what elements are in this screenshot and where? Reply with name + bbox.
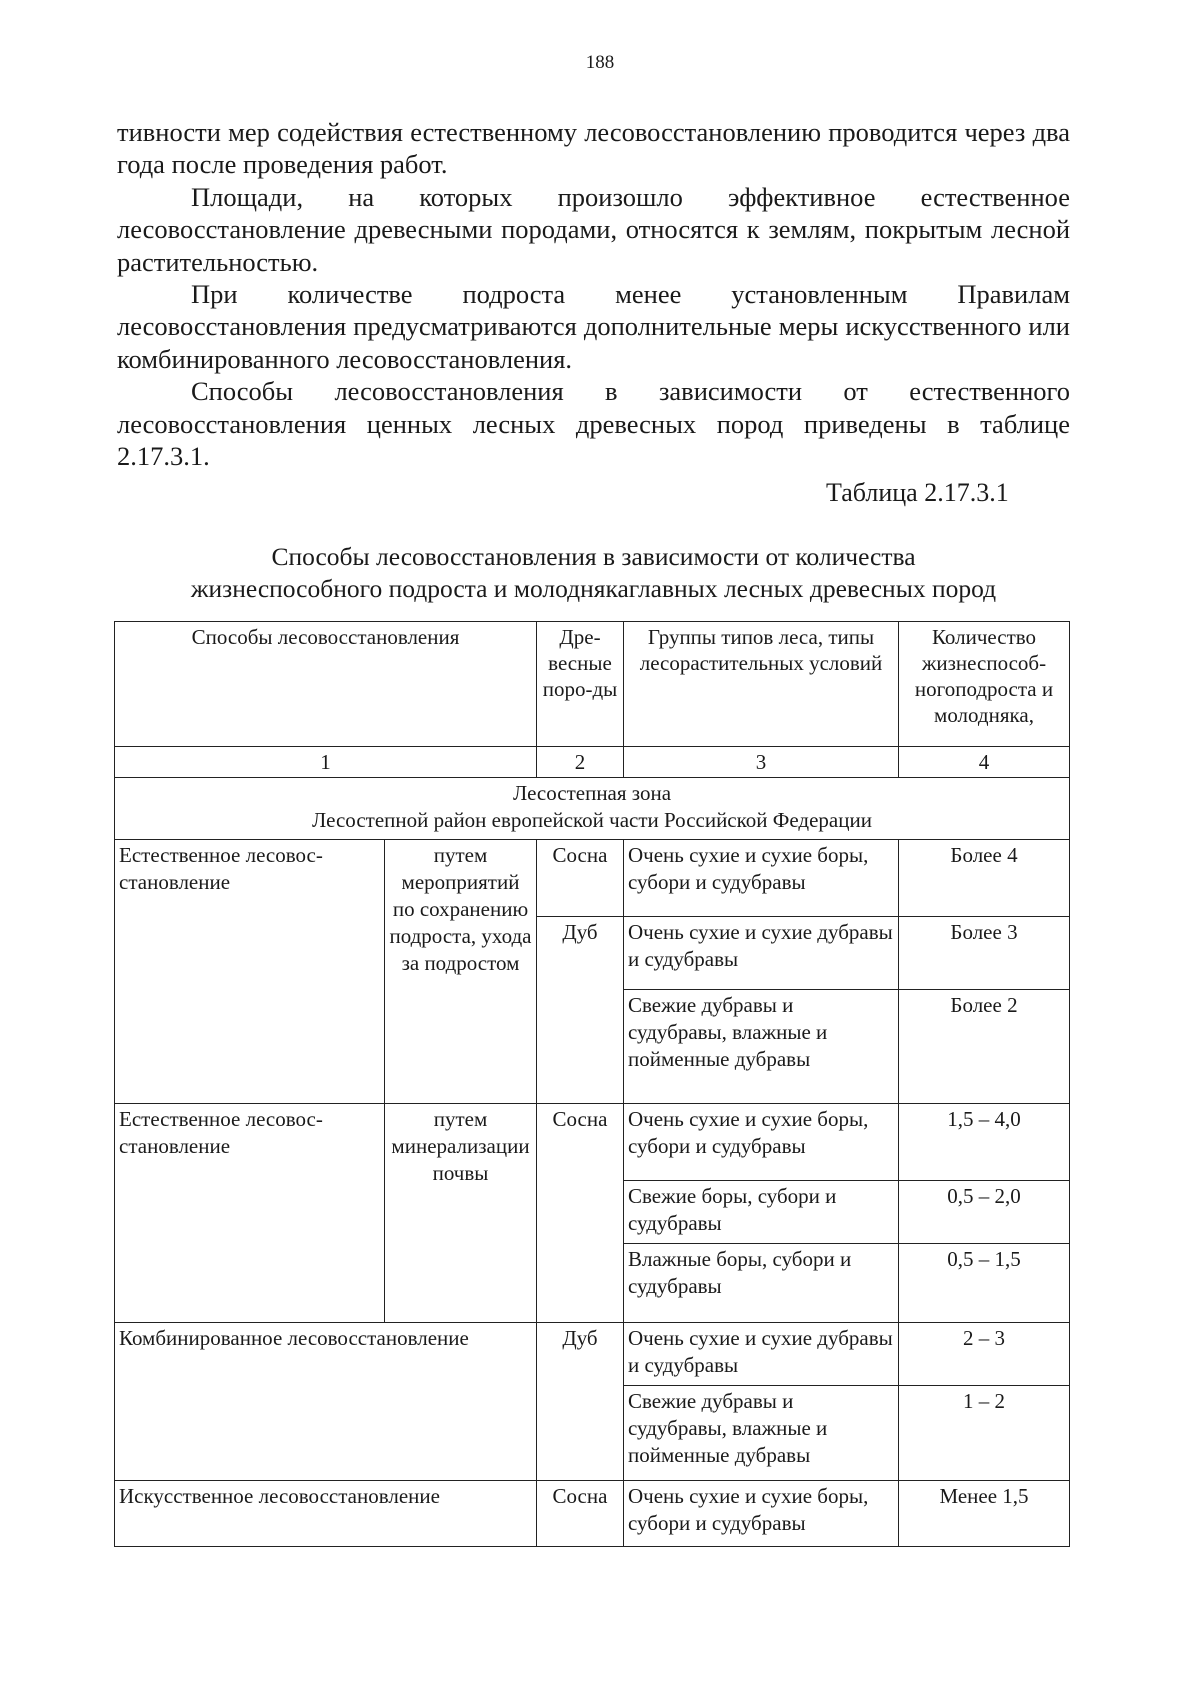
- column-number-2: 2: [537, 747, 624, 778]
- quantity: 2 – 3: [899, 1323, 1070, 1386]
- species-oak: Дуб: [537, 1323, 624, 1481]
- header-quantity: Количество жизнеспособ-ногоподроста и молодняка,: [899, 622, 1070, 747]
- quantity: 0,5 – 1,5: [899, 1244, 1070, 1323]
- forest-group: Влажные боры, субори и судубравы: [624, 1244, 899, 1323]
- method-natural-1-sub: путем мероприятий по сохранению подроста, ухода за подростом: [385, 840, 537, 1104]
- quantity: Более 3: [899, 917, 1070, 990]
- paragraph-2: Площади, на которых произошло эффективное естественное лесовосстановление древесными породами, относятся к землям, покрытым лесной растительностью.: [117, 181, 1070, 277]
- species-pine: Сосна: [537, 1481, 624, 1547]
- method-combined: Комбинированное лесовосстановление: [115, 1323, 537, 1481]
- table-caption-line-1: Способы лесовосстановления в зависимости от количества: [271, 542, 916, 571]
- forest-group: Очень сухие и сухие дубравы и судубравы: [624, 917, 899, 990]
- body-text: [117, 116, 1070, 472]
- forest-group: Свежие боры, субори и судубравы: [624, 1181, 899, 1244]
- quantity: Более 4: [899, 840, 1070, 917]
- paragraph-3: При количестве подроста менее установленным Правилам лесовосстановления предусматриваются дополнительные меры искусственного или комбинированного лесовосстановления.: [117, 279, 1070, 374]
- table-label: Таблица 2.17.3.1: [826, 478, 1009, 507]
- zone-name: Лесостепная зона: [512, 781, 672, 805]
- page-number: 188: [585, 52, 615, 73]
- method-natural-1: Естественное лесовос-становление: [115, 840, 385, 1104]
- table-caption-line-2: жизнеспособного подроста и молоднякаглавных лесных древесных пород: [190, 574, 997, 603]
- species-oak: Дуб: [537, 917, 624, 1104]
- method-artificial: Искусственное лесовосстановление: [115, 1481, 537, 1547]
- zone-heading: [115, 778, 1070, 840]
- reforestation-methods-table: [114, 621, 1070, 1547]
- header-method: Способы лесовосстановления: [115, 622, 537, 747]
- quantity: Менее 1,5: [899, 1481, 1070, 1547]
- forest-group: Свежие дубравы и судубравы, влажные и пойменные дубравы: [624, 1386, 899, 1481]
- species-pine: Сосна: [537, 840, 624, 917]
- method-natural-2: Естественное лесовос-становление: [115, 1104, 385, 1323]
- forest-group: Очень сухие и сухие боры, субори и судубравы: [624, 840, 899, 917]
- forest-group: Очень сухие и сухие боры, субори и судубравы: [624, 1481, 899, 1547]
- header-species: Дре-весные поро-ды: [537, 622, 624, 747]
- quantity: Более 2: [899, 990, 1070, 1104]
- column-number-1: 1: [115, 747, 537, 778]
- quantity: 0,5 – 2,0: [899, 1181, 1070, 1244]
- paragraph-4: Способы лесовосстановления в зависимости от естественного лесовосстановления ценных лесных древесных пород приведены в таблице 2.17.3.1.: [117, 376, 1070, 472]
- column-number-3: 3: [624, 747, 899, 778]
- quantity: 1 – 2: [899, 1386, 1070, 1481]
- forest-group: Очень сухие и сухие дубравы и судубравы: [624, 1323, 899, 1386]
- paragraph-1: тивности мер содействия естественному лесовосстановлению проводится через два года после проведения работ.: [117, 117, 1070, 180]
- quantity: 1,5 – 4,0: [899, 1104, 1070, 1181]
- species-pine: Сосна: [537, 1104, 624, 1323]
- column-number-4: 4: [899, 747, 1070, 778]
- method-natural-2-sub: путем минерализации почвы: [385, 1104, 537, 1323]
- header-forest-groups: Группы типов леса, типы лесорастительных условий: [624, 622, 899, 747]
- zone-region: Лесостепной район европейской части Российской Федерации: [312, 808, 872, 832]
- forest-group: Очень сухие и сухие боры, субори и судубравы: [624, 1104, 899, 1181]
- forest-group: Свежие дубравы и судубравы, влажные и пойменные дубравы: [624, 990, 899, 1104]
- table-caption: [117, 541, 1070, 605]
